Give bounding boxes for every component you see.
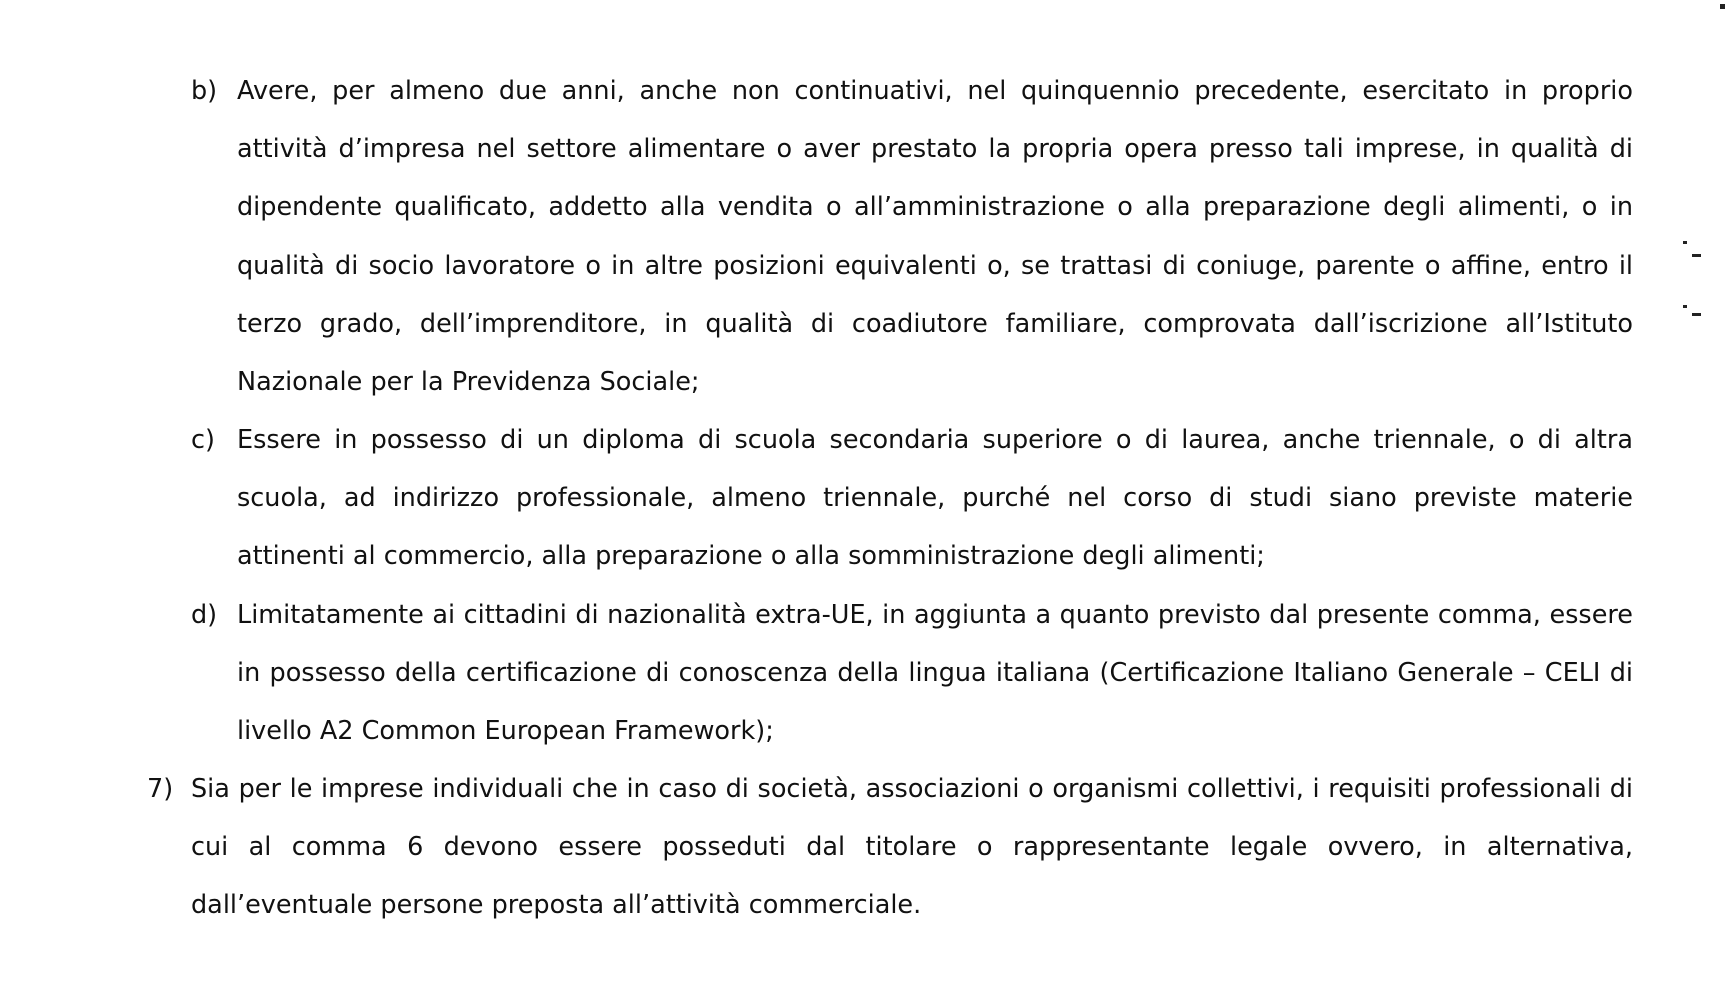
scan-mark — [1692, 254, 1701, 257]
scan-mark — [1683, 305, 1687, 308]
list-item-7 — [147, 760, 1633, 935]
list-marker-7: 7) — [147, 774, 174, 804]
list-text-b: Avere, per almeno due anni, anche non continuativi, nel quinquennio precedente, esercitato in proprio attività d’impresa nel settore alimentare o aver prestato la propria opera presso tali imprese, in qualità di dipendente qualificato, addetto alla vendita o all’amministrazione o alla preparazione degli alimenti, o in qualità di socio lavoratore o in altre posizioni equivalenti o, se trattasi di coniuge, parente o affine, entro il terzo grado, dell’imprenditore, in qualità di coadiutore familiare, comprovata dall’iscrizione all’Istituto Nazionale per la Previdenza Sociale; — [237, 76, 1633, 398]
list-text-c: Essere in possesso di un diploma di scuola secondaria superiore o di laurea, anche triennale, o di altra scuola, ad indirizzo professionale, almeno triennale, purché nel corso di studi siano previste materie attinenti al commercio, alla preparazione o alla somministrazione degli alimenti; — [237, 425, 1633, 572]
list-item-b — [191, 62, 1633, 411]
list-text-d: Limitatamente ai cittadini di nazionalità extra-UE, in aggiunta a quanto previsto dal presente comma, essere in possesso della certificazione di conoscenza della lingua italiana (Certificazione Italiano Generale – CELI di livello A2 Common European Framework); — [237, 600, 1633, 747]
scan-mark — [1692, 313, 1701, 316]
list-item-d — [191, 586, 1633, 761]
list-item-c — [191, 411, 1633, 586]
scan-mark — [1720, 4, 1725, 9]
list-marker-b: b) — [191, 76, 218, 106]
list-marker-d: d) — [191, 600, 218, 630]
list-marker-c: c) — [191, 425, 215, 455]
scan-mark — [1683, 241, 1687, 244]
list-text-7: Sia per le imprese individuali che in caso di società, associazioni o organismi collettivi, i requisiti professionali di cui al comma 6 devono essere posseduti dal titolare o rappresentante legale ovvero, in alternativa, dall’eventuale persone preposta all’attività commerciale. — [191, 774, 1633, 921]
